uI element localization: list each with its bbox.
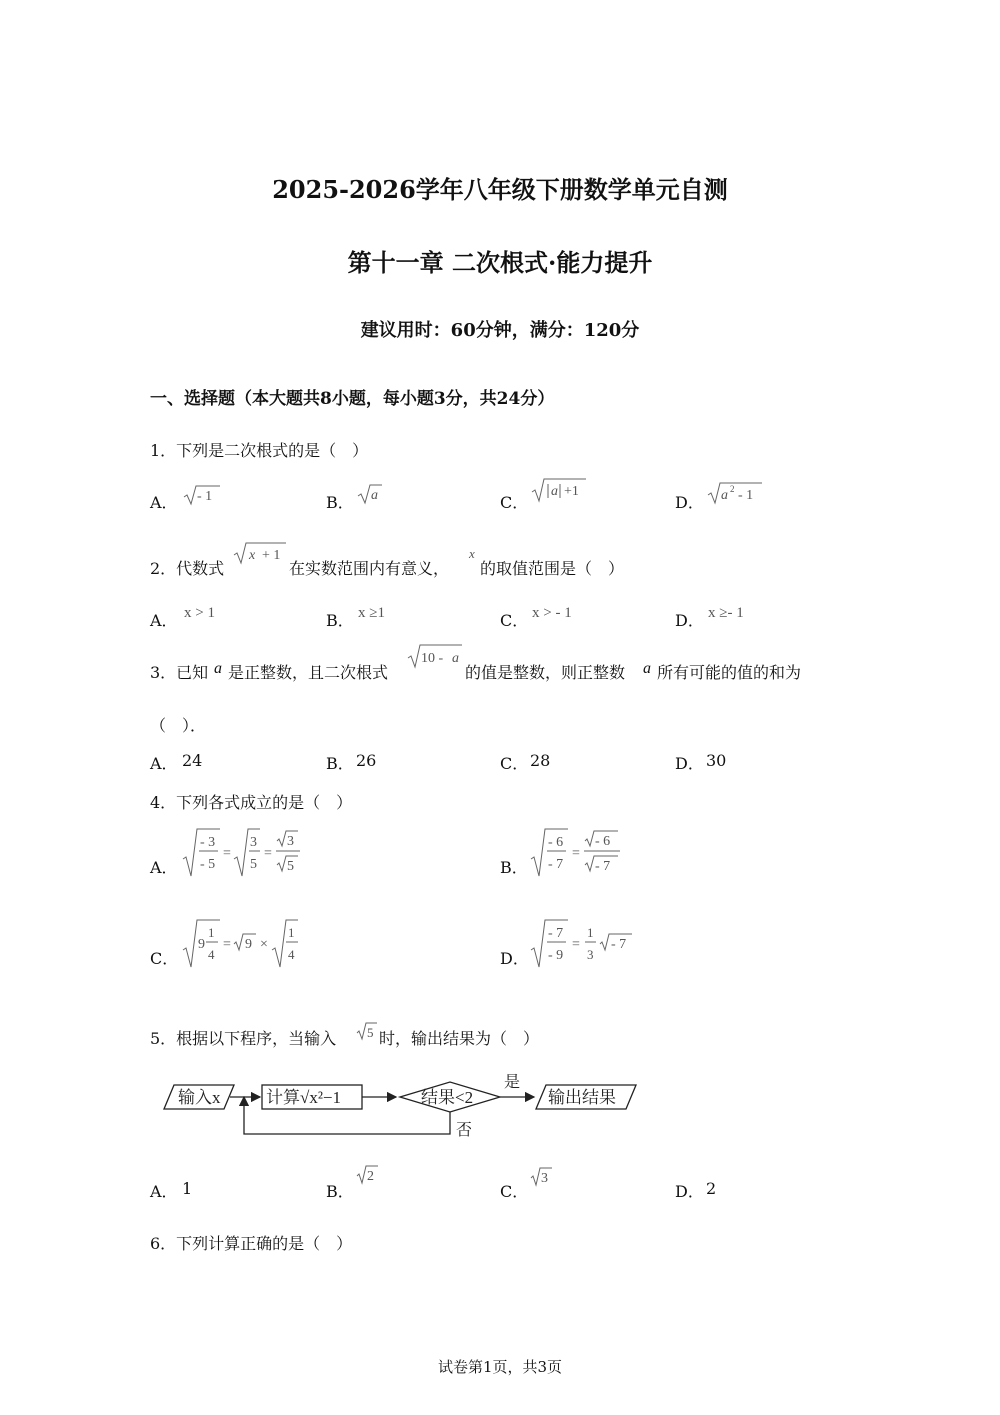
option-label: A．	[150, 493, 178, 512]
option-math	[182, 483, 222, 507]
svg-text:2: 2	[730, 484, 735, 494]
svg-text:1: 1	[587, 925, 594, 940]
svg-text:=: =	[223, 846, 231, 861]
section-heading: 一、选择题（本大题共8小题，每小题3分，共24分）	[150, 389, 555, 409]
svg-text:4: 4	[208, 947, 215, 962]
option-label: C．	[500, 493, 529, 512]
option-math: x ≥1	[358, 605, 385, 621]
option-math: x > 1	[184, 605, 215, 621]
option-label: C．	[150, 949, 179, 968]
svg-text:- 5: - 5	[200, 857, 216, 872]
question-6-stem: 6．下列计算正确的是（ ）	[150, 1234, 353, 1253]
question-3-stem-line2: （ ）．	[150, 716, 207, 735]
svg-text:a: a	[452, 651, 459, 666]
option-label: D．	[675, 493, 704, 512]
option-label: C．	[500, 1182, 529, 1201]
option-value: 30	[706, 751, 727, 770]
time-info: 建议用时：60分钟，满分：120分	[360, 320, 640, 341]
svg-text:x: x	[249, 548, 256, 563]
option-label: B．	[326, 611, 354, 630]
option-label: A．	[150, 1182, 178, 1201]
exam-title: 2025-2026学年八年级下册数学单元自测	[272, 175, 728, 204]
svg-text:=: =	[264, 846, 272, 861]
stem-math	[356, 1021, 378, 1043]
svg-text:+1: +1	[564, 484, 579, 499]
svg-text:=: =	[223, 937, 231, 952]
svg-text:+ 1: + 1	[262, 548, 281, 563]
option-value: 26	[356, 751, 377, 770]
svg-text:9: 9	[198, 937, 205, 952]
svg-text:1: 1	[208, 925, 215, 940]
option-label: D．	[675, 611, 704, 630]
svg-text:=: =	[572, 937, 580, 952]
svg-text:a: a	[721, 488, 728, 503]
svg-text:- 6: - 6	[548, 835, 564, 850]
svg-text:3: 3	[541, 1171, 548, 1186]
svg-text:10 -: 10 -	[421, 651, 444, 666]
svg-text:- 7: - 7	[548, 926, 564, 941]
svg-text:=: =	[572, 846, 580, 861]
option-label: C．	[500, 754, 529, 773]
option-value: 24	[182, 751, 203, 770]
stem-text: 的值是整数，则正整数	[465, 663, 626, 682]
option-label: B．	[326, 1182, 354, 1201]
input-label: 输入x	[178, 1088, 221, 1107]
option-math	[180, 917, 310, 971]
stem-var: a	[214, 660, 222, 677]
svg-text:- 7: - 7	[548, 857, 564, 872]
stem-text: 是正整数，且二次根式	[228, 663, 389, 682]
svg-text:- 6: - 6	[595, 834, 611, 849]
stem-var: a	[643, 660, 651, 677]
stem-text: 在实数范围内有意义，	[289, 559, 450, 578]
yes-label: 是	[504, 1074, 521, 1091]
svg-text:1: 1	[288, 925, 295, 940]
svg-text:×: ×	[260, 937, 268, 952]
option-math	[180, 826, 310, 880]
svg-text:- 9: - 9	[548, 948, 564, 963]
option-label: B．	[326, 754, 354, 773]
svg-text:3: 3	[250, 835, 257, 850]
svg-text:a: a	[371, 488, 378, 503]
no-label: 否	[456, 1122, 473, 1139]
page-footer: 试卷第1页，共3页	[437, 1358, 563, 1376]
svg-text:a: a	[551, 484, 558, 499]
svg-text:- 1: - 1	[738, 488, 754, 503]
stem-var: x	[469, 546, 475, 561]
svg-text:3: 3	[287, 834, 294, 849]
svg-text:5: 5	[287, 859, 294, 874]
decision-label: 结果<2	[421, 1088, 474, 1107]
option-math	[706, 480, 766, 506]
svg-text:5: 5	[367, 1025, 374, 1040]
svg-text:- 3: - 3	[200, 835, 216, 850]
option-label: C．	[500, 611, 529, 630]
option-value: 1	[182, 1179, 193, 1198]
stem-text: 2．代数式	[150, 559, 225, 578]
option-label: A．	[150, 754, 178, 773]
option-math: x ≥- 1	[708, 605, 744, 621]
stem-text: 时，输出结果为（ ）	[379, 1029, 540, 1048]
option-math	[356, 1164, 382, 1186]
output-label: 输出结果	[548, 1088, 616, 1107]
svg-text:- 7: - 7	[611, 937, 627, 952]
option-math	[528, 917, 638, 971]
svg-text:5: 5	[250, 857, 257, 872]
option-label: A．	[150, 611, 178, 630]
option-label: B．	[326, 493, 354, 512]
stem-text: 所有可能的值的和为	[657, 663, 802, 682]
svg-text:2: 2	[367, 1169, 374, 1184]
svg-text:9: 9	[245, 937, 252, 952]
question-4-stem: 4．下列各式成立的是（ ）	[150, 793, 353, 812]
option-label: D．	[675, 754, 704, 773]
option-label: D．	[675, 1182, 704, 1201]
option-math	[356, 482, 386, 506]
chapter-title: 第十一章 二次根式·能力提升	[347, 248, 653, 277]
option-math	[530, 1166, 556, 1188]
stem-text: 的取值范围是（ ）	[480, 559, 625, 578]
program-flowchart	[160, 1066, 640, 1142]
stem-math	[406, 642, 464, 670]
option-label: D．	[500, 949, 529, 968]
option-math	[528, 826, 628, 880]
stem-text: 5．根据以下程序，当输入	[150, 1029, 337, 1048]
svg-text:- 1: - 1	[197, 489, 213, 504]
question-1-stem: 1．下列是二次根式的是（ ）	[150, 441, 369, 460]
option-label: A．	[150, 858, 178, 877]
svg-text:3: 3	[587, 947, 594, 962]
stem-text: 3．已知	[150, 663, 209, 682]
option-math: x > - 1	[532, 605, 572, 621]
svg-text:- 7: - 7	[595, 859, 611, 874]
option-math	[530, 476, 590, 504]
option-value: 28	[530, 751, 551, 770]
compute-label: 计算√x²−1	[266, 1088, 342, 1107]
svg-text:4: 4	[288, 947, 295, 962]
option-label: B．	[500, 858, 528, 877]
option-value: 2	[706, 1179, 717, 1198]
stem-math	[232, 540, 290, 566]
